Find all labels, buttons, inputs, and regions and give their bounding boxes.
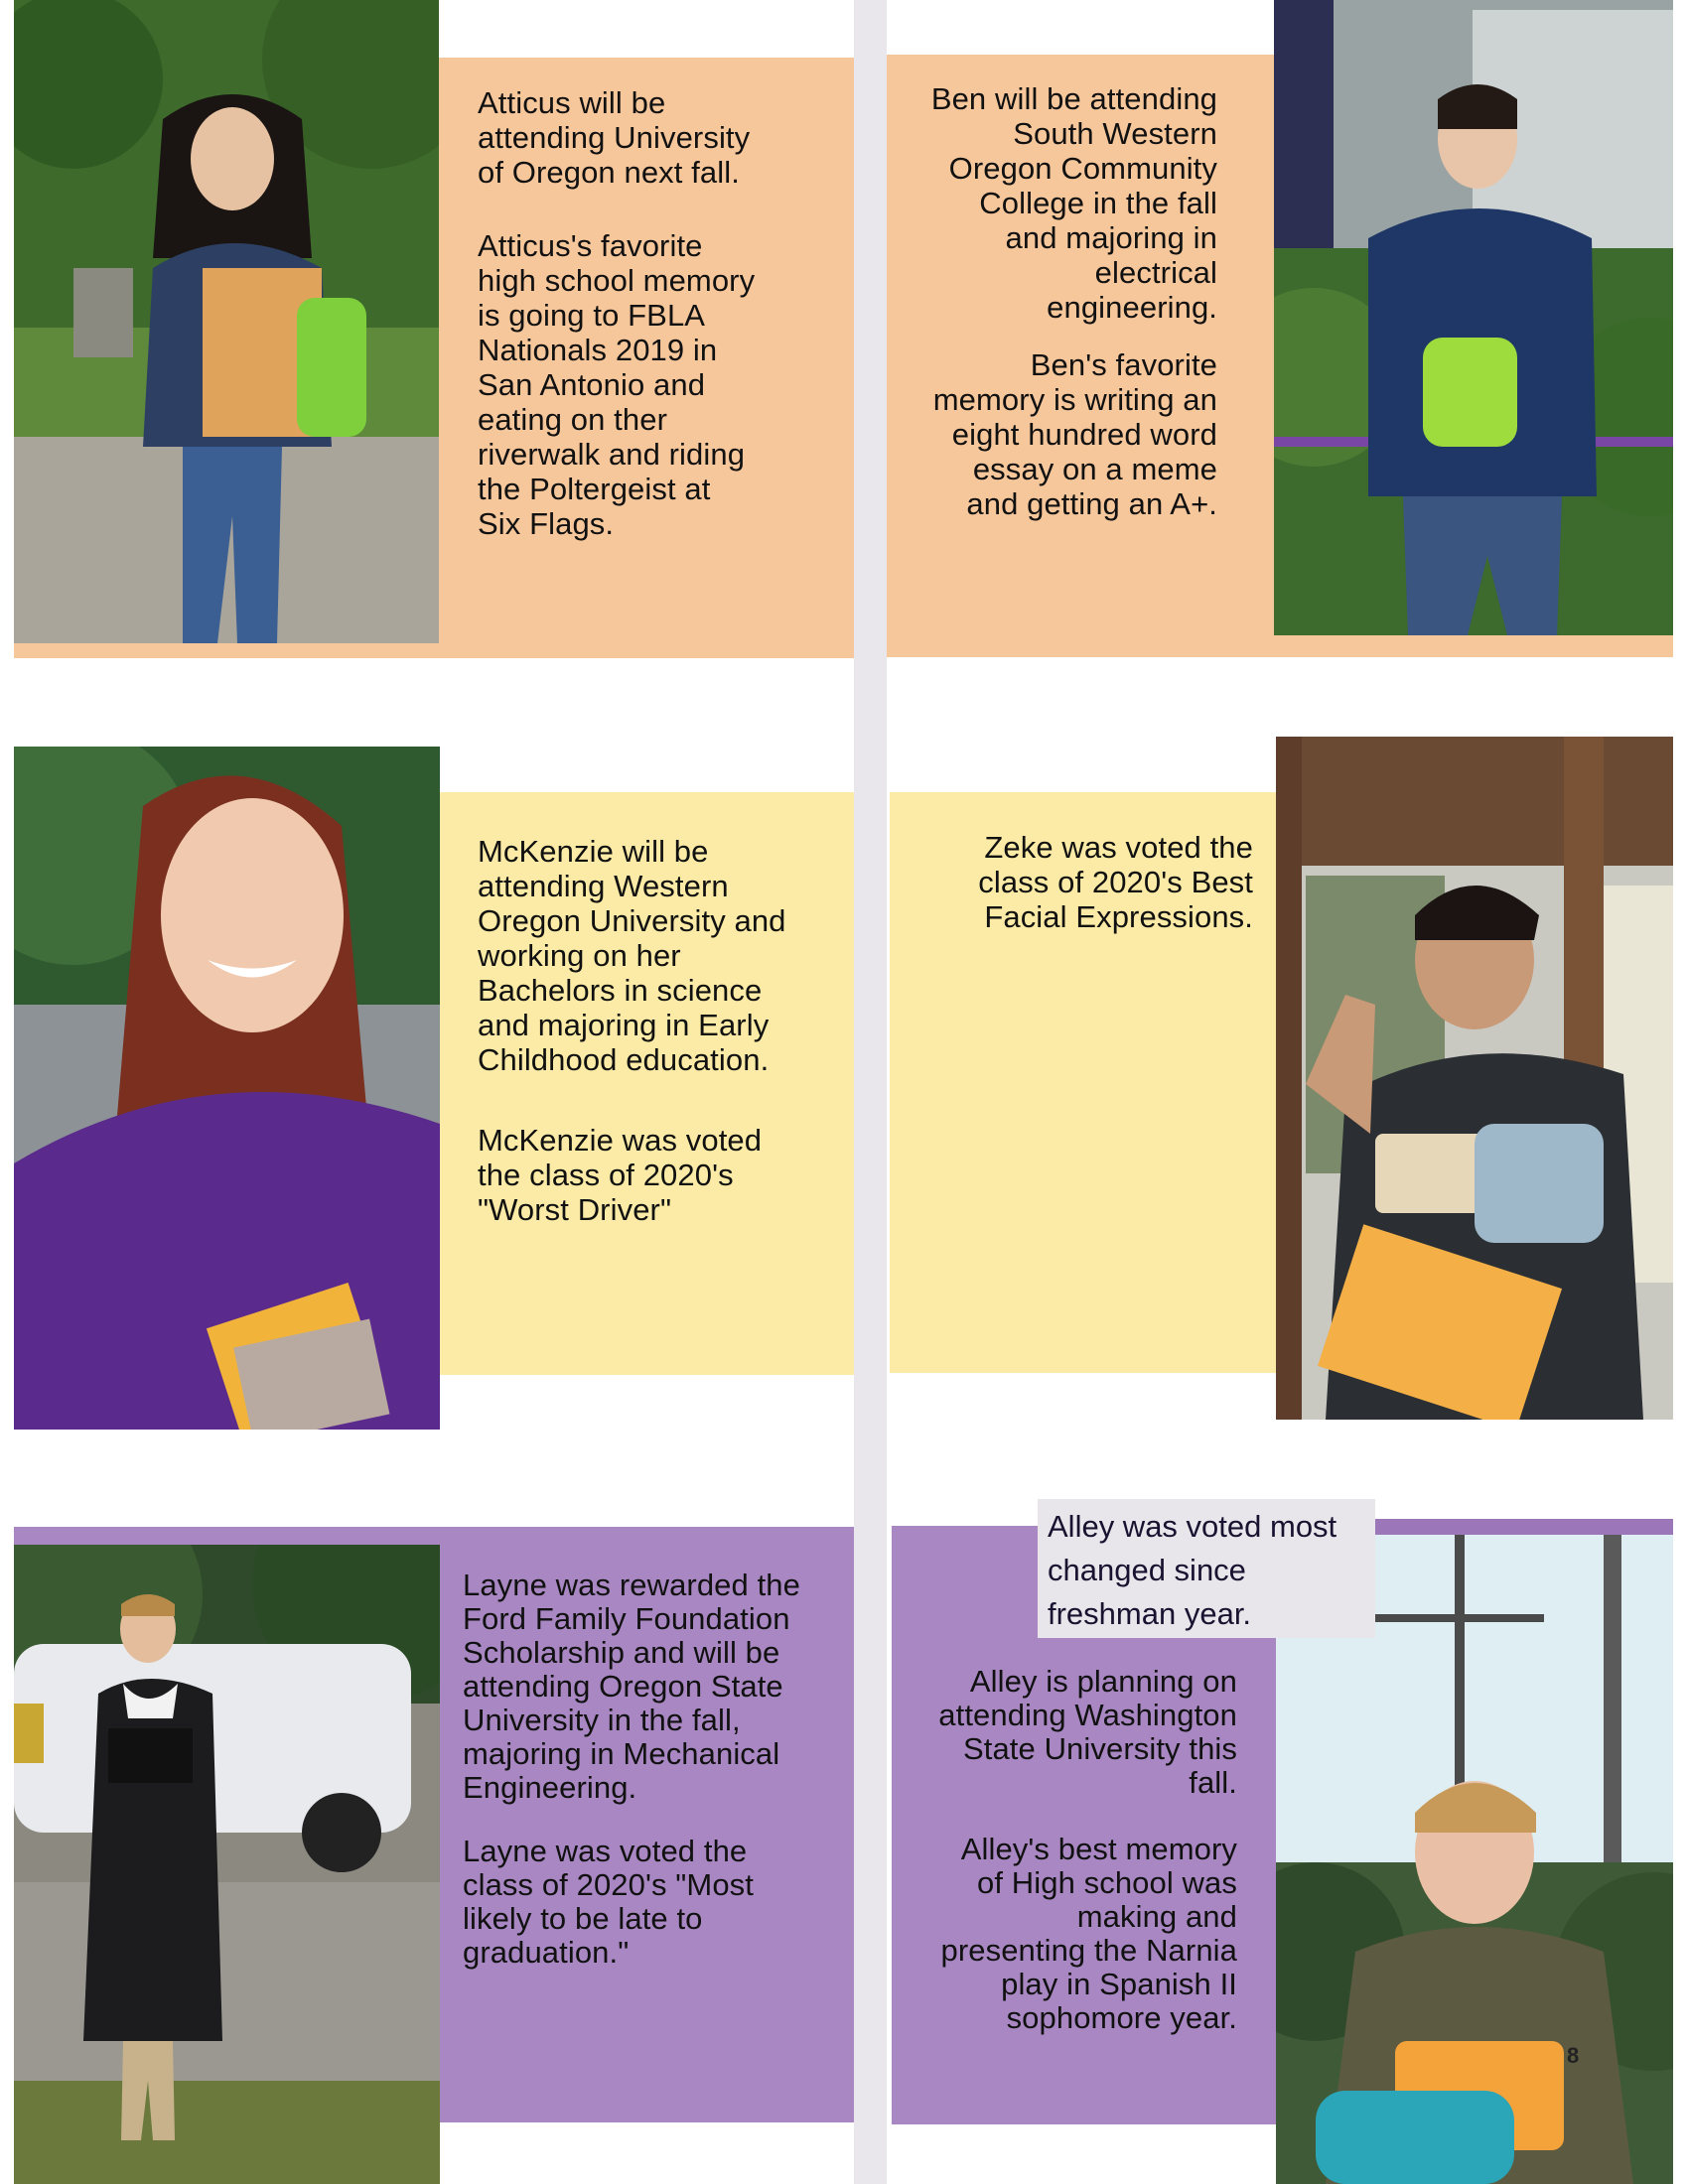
student-photo-icon [14, 1545, 440, 2184]
ben-photo [1274, 0, 1673, 635]
student-photo-icon [1274, 0, 1673, 635]
student-photo-icon [1276, 737, 1673, 1420]
mckenzie-photo [14, 747, 440, 1430]
page-number: 8 [1567, 2043, 1580, 2068]
zeke-vote: Zeke was voted the class of 2020's Best Facial Expressions. [978, 830, 1253, 934]
layne-photo [14, 1545, 440, 2184]
mckenzie-vote: McKenzie was voted the class of 2020's "Worst Driver" [478, 1123, 763, 1227]
zeke-photo [1276, 737, 1673, 1420]
alley-memory: Alley's best memory of High school was making and presenting the Narnia play in Spanish II sophomore year. [940, 1832, 1237, 2035]
ben-memory: Ben's favorite memory is writing an eight hundred word essay on a meme and getting an A+. [932, 347, 1217, 521]
layne-vote: Layne was voted the class of 2020's "Most likely to be late to graduation." [463, 1834, 754, 1970]
student-photo-icon [14, 747, 440, 1430]
layne-college: Layne was rewarded the Ford Family Foundation Scholarship and will be attending Oregon State University in the fall, majoring in Mechanical Engineering. [463, 1568, 800, 1805]
alley-vote-note: Alley was voted most changed since freshman year. [1038, 1499, 1375, 1638]
student-photo-icon [14, 0, 439, 643]
ben-college: Ben will be attending South Western Oregon Community College in the fall and majoring in electrical engineering. [930, 81, 1217, 325]
atticus-college: Atticus will be attending University of Oregon next fall. [478, 85, 751, 190]
atticus-photo [14, 0, 439, 643]
mckenzie-college: McKenzie will be attending Western Oregon University and working on her Bachelors in science and majoring in Early Childhood education. [478, 834, 786, 1077]
atticus-memory: Atticus's favorite high school memory is going to FBLA Nationals 2019 in San Antonio and eating on ther riverwalk and riding the Poltergeist at Six Flags. [478, 228, 756, 541]
alley-college: Alley is planning on attending Washington State University this fall. [938, 1664, 1237, 1800]
page-gutter [854, 0, 887, 2184]
